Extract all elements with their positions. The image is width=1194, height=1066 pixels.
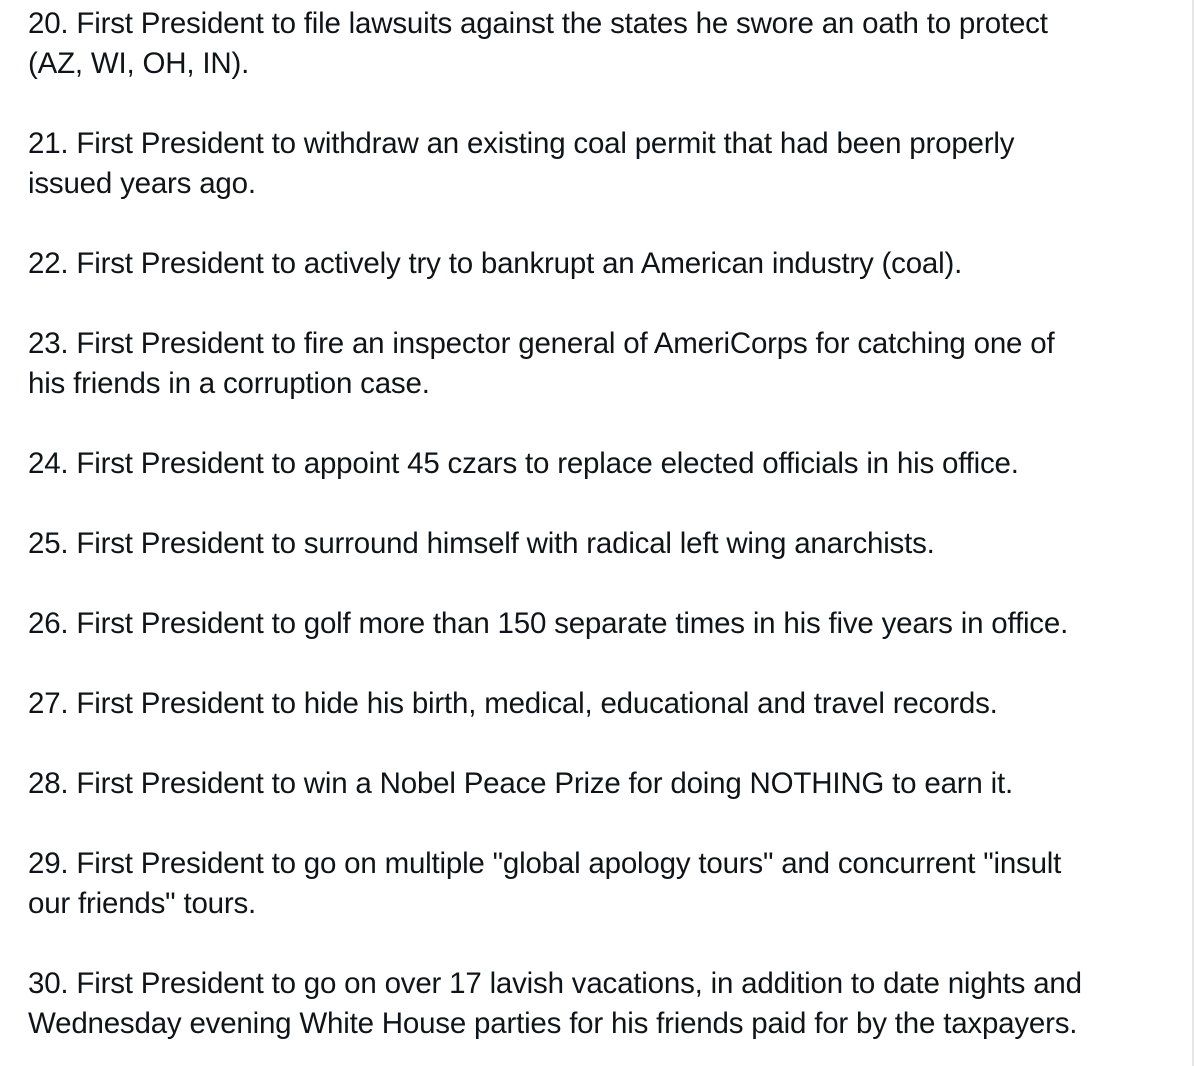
list-item-28: 28. First President to win a Nobel Peace Prize for doing NOTHING to earn it.	[28, 767, 1013, 800]
list-item-30: 30. First President to go on over 17 lavish vacations, in addition to date nights and Wednesday evening White House parties for his friends paid for by the taxpayers.	[28, 967, 1082, 1040]
list-item-23: 23. First President to fire an inspector general of AmeriCorps for catching one of his friends in a corruption case.	[28, 327, 1055, 400]
list-item-25: 25. First President to surround himself with radical left wing anarchists.	[28, 527, 935, 560]
post-body	[28, 4, 1178, 1044]
list-item-26: 26. First President to golf more than 150 separate times in his five years in office.	[28, 607, 1069, 640]
list-item-20: 20. First President to file lawsuits against the states he swore an oath to protect (AZ, WI, OH, IN).	[28, 7, 1048, 80]
list-item-27: 27. First President to hide his birth, medical, educational and travel records.	[28, 687, 998, 720]
list-item-22: 22. First President to actively try to bankrupt an American industry (coal).	[28, 247, 963, 280]
list-item-29: 29. First President to go on multiple "global apology tours" and concurrent "insult our friends" tours.	[28, 847, 1062, 920]
list-item-24: 24. First President to appoint 45 czars to replace elected officials in his office.	[28, 447, 1019, 480]
list-item-21: 21. First President to withdraw an existing coal permit that had been properly issued years ago.	[28, 127, 1015, 200]
